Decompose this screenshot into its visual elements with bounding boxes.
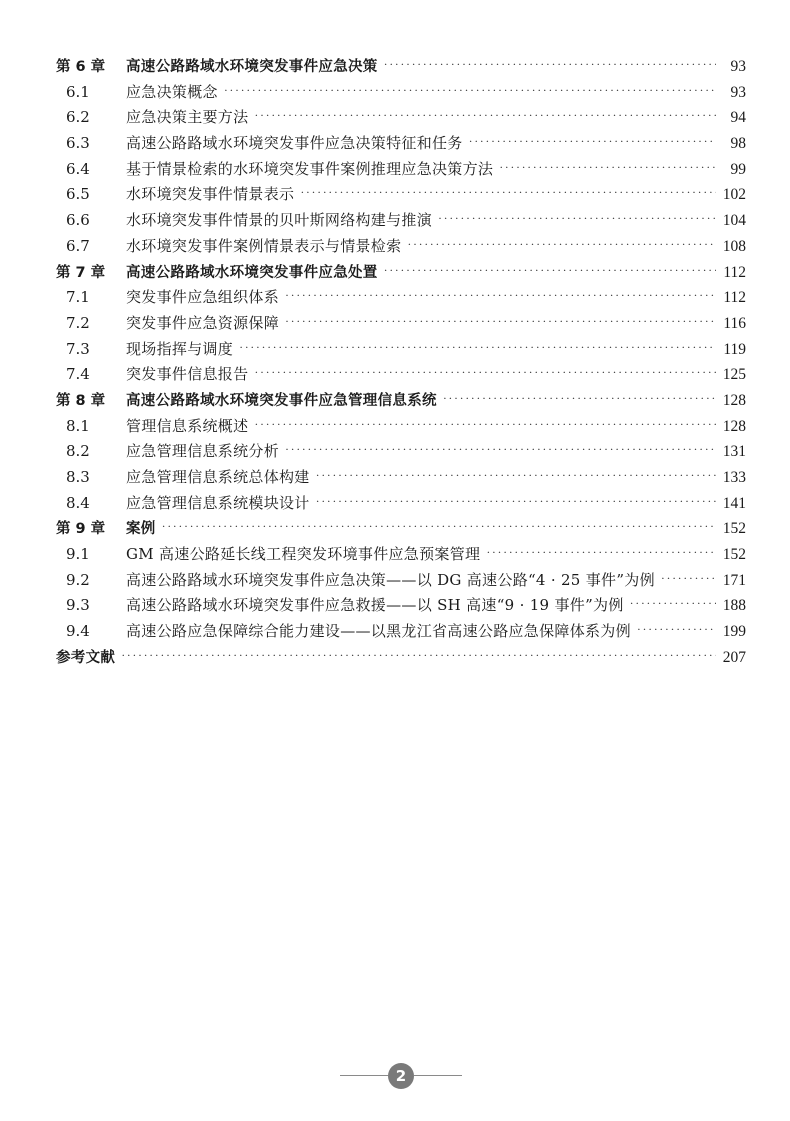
section-title: 水环境突发事件情景表示 [126,185,295,204]
section-title: 应急管理信息系统模块设计 [126,493,310,512]
toc-section-8-4[interactable] [56,491,746,517]
section-number: 9.2 [66,570,90,589]
toc-section-9-2[interactable] [56,568,746,594]
chapter-title: 案例 [126,521,156,538]
page-number: 99 [730,160,746,178]
page-number: 152 [722,546,746,564]
dot-leader [254,103,716,129]
chapter-title: 高速公路路域水环境突发事件应急处置 [126,264,378,281]
toc-section-9-3[interactable] [56,593,746,619]
page-number: 199 [722,623,746,641]
chapter-title: 高速公路路域水环境突发事件应急管理信息系统 [126,392,437,409]
section-number: 7.2 [66,313,90,332]
toc-section-6-3[interactable] [56,131,746,157]
chapter-title: 高速公路路域水环境突发事件应急决策 [126,59,378,75]
page-footer [340,1063,462,1089]
section-title: 应急管理信息系统分析 [126,442,280,461]
section-number: 6.5 [66,185,90,204]
section-number: 7.4 [66,365,90,384]
toc-section-6-7[interactable] [56,234,746,260]
page-number: 93 [730,58,746,75]
page-number: 133 [722,469,746,486]
section-title: 突发事件应急资源保障 [126,313,280,332]
section-number: 6.7 [66,236,90,255]
dot-leader [443,386,716,412]
dot-leader [316,463,716,489]
toc-chapter-6[interactable] [56,54,746,80]
dot-leader [637,617,716,643]
dot-leader [630,591,716,617]
section-number: 6.1 [66,82,90,101]
toc-section-6-2[interactable] [56,105,746,131]
dot-leader [254,412,716,438]
section-title: 现场指挥与调度 [126,339,234,358]
toc-chapter-9[interactable] [56,516,746,542]
page-number: 141 [722,494,746,512]
section-number: 7.3 [66,339,90,358]
section-title: 突发事件应急组织体系 [126,288,280,307]
toc-chapter-7[interactable] [56,260,746,286]
section-number: 7.1 [66,288,90,307]
page-number: 128 [722,417,746,435]
toc-section-6-5[interactable] [56,182,746,208]
page-number: 94 [730,109,746,127]
page-number: 104 [722,212,746,230]
page-number: 152 [722,520,746,538]
toc-section-6-6[interactable] [56,208,746,234]
section-number: 6.2 [66,108,90,127]
dot-leader [285,283,716,309]
toc-section-7-2[interactable] [56,311,746,337]
section-title: 高速公路路域水环境突发事件应急决策——以 DG 高速公路“4 · 25 事件”为例 [126,570,655,589]
references-title: 参考文献 [56,649,116,666]
section-title: 管理信息系统概述 [126,416,249,435]
section-number: 8.4 [66,493,90,512]
page-number: 171 [722,571,746,589]
section-number: 8.1 [66,416,90,435]
table-of-contents [56,54,746,671]
toc-section-7-3[interactable] [56,337,746,363]
section-title: 突发事件信息报告 [126,365,249,384]
page-number: 125 [722,366,746,384]
page-number: 112 [723,289,746,307]
section-title: 应急管理信息系统总体构建 [126,468,310,486]
section-number: 9.3 [66,596,90,615]
dot-leader [285,309,716,335]
footer-rule-right [414,1075,462,1076]
toc-section-6-4[interactable] [56,157,746,183]
section-title: 高速公路路域水环境突发事件应急决策特征和任务 [126,134,463,153]
dot-leader [254,360,716,386]
section-title: 高速公路路域水环境突发事件应急救援——以 SH 高速“9 · 19 事件”为例 [126,596,624,615]
page-number-badge: 2 [388,1063,414,1089]
dot-leader [224,78,716,104]
section-title: 高速公路应急保障综合能力建设——以黑龙江省高速公路应急保障体系为例 [126,622,631,641]
page-number: 119 [723,340,746,358]
dot-leader [162,514,716,540]
dot-leader [499,155,716,181]
section-title: 应急决策概念 [126,82,218,101]
toc-references[interactable] [56,645,746,671]
dot-leader [469,129,716,155]
dot-leader [316,489,716,515]
toc-section-8-2[interactable] [56,439,746,465]
section-title: 水环境突发事件情景的贝叶斯网络构建与推演 [126,211,433,230]
section-number: 6.4 [66,159,90,178]
toc-section-9-4[interactable] [56,619,746,645]
section-number: 9.4 [66,622,90,641]
page-number: 116 [723,314,746,332]
section-number: 8.2 [66,442,90,461]
page-number: 102 [722,186,746,204]
page-number: 98 [730,135,746,153]
toc-section-9-1[interactable] [56,542,746,568]
dot-leader [384,258,716,284]
section-number: 6.3 [66,134,90,153]
page-number: 131 [722,443,746,461]
dot-leader [121,643,716,669]
section-title: 水环境突发事件案例情景表示与情景检索 [126,236,402,255]
dot-leader [285,437,716,463]
chapter-number: 第 7 章 [56,264,106,281]
dot-leader [661,566,716,592]
chapter-number: 第 8 章 [56,392,106,409]
toc-chapter-8[interactable] [56,388,746,414]
dot-leader [438,206,716,232]
dot-leader [486,540,716,566]
section-title: 应急决策主要方法 [126,108,249,127]
section-number: 9.1 [66,545,90,564]
dot-leader [239,335,716,361]
page-number: 93 [730,83,746,101]
page-number: 128 [722,391,746,409]
section-number: 6.6 [66,211,90,230]
section-title: GM 高速公路延长线工程突发环境事件应急预案管理 [126,545,481,564]
section-title: 基于情景检索的水环境突发事件案例推理应急决策方法 [126,159,494,178]
toc-section-8-3[interactable] [56,465,746,491]
chapter-number: 第 9 章 [56,521,106,538]
toc-section-6-1[interactable] [56,80,746,106]
toc-section-8-1[interactable] [56,414,746,440]
dot-leader [300,180,716,206]
page-number: 207 [722,648,746,666]
dot-leader [407,232,716,258]
page-number: 112 [723,263,746,281]
toc-section-7-4[interactable] [56,362,746,388]
dot-leader [384,52,716,78]
page-number: 188 [722,597,746,615]
toc-section-7-1[interactable] [56,285,746,311]
section-number: 8.3 [66,468,90,486]
chapter-number: 第 6 章 [56,59,106,75]
page-number: 108 [722,237,746,255]
footer-rule-left [340,1075,388,1076]
